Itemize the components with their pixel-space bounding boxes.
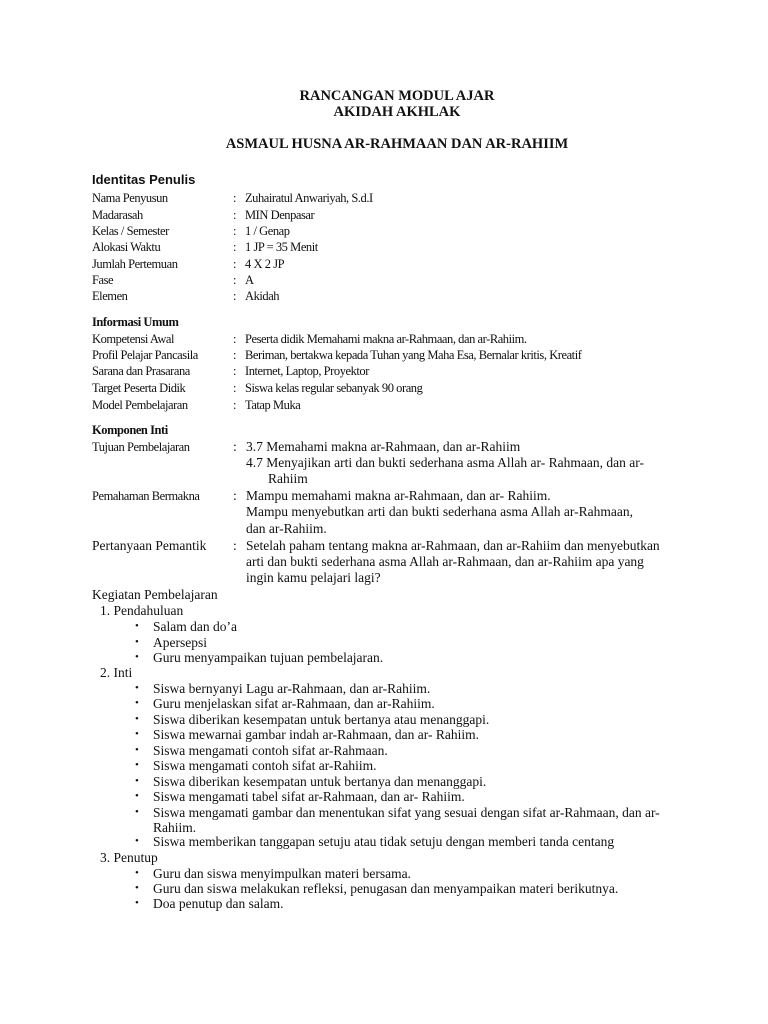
pemahaman-line: Mampu menyebutkan arti dan bukti sederhana asma Allah ar-Rahmaan,	[246, 504, 633, 519]
field-label: Target Peserta Didik	[92, 381, 186, 395]
field-value: Internet, Laptop, Proyektor	[245, 364, 369, 378]
bullet-icon: •	[135, 897, 139, 909]
list-item: Siswa mengamati gambar dan menentukan sifat yang sesuai dengan sifat ar-Rahmaan, dan ar-	[153, 805, 660, 820]
field-colon: :	[233, 381, 237, 395]
field-label: Tujuan Pembelajaran	[92, 440, 190, 454]
field-value: Zuhairatul Anwariyah, S.d.I	[245, 191, 373, 205]
bullet-icon: •	[135, 759, 139, 771]
list-item: Doa penutup dan salam.	[153, 896, 284, 911]
bullet-icon: •	[135, 867, 139, 879]
field-label: Elemen	[92, 289, 128, 303]
doc-title: RANCANGAN MODUL AJAR	[299, 88, 495, 104]
field-label: Madarasah	[92, 208, 143, 222]
bullet-icon: •	[135, 728, 139, 740]
bullet-icon: •	[135, 682, 139, 694]
pertanyaan-line: arti dan bukti sederhana asma Allah ar-Rahmaan, dan ar-Rahiim apa yang	[246, 554, 644, 569]
field-colon: :	[233, 224, 237, 238]
field-label: Kompetensi Awal	[92, 332, 175, 346]
field-value: A	[245, 273, 254, 287]
field-value: Peserta didik Memahami makna ar-Rahmaan, dan ar-Rahiim.	[245, 332, 527, 346]
bullet-icon: •	[135, 620, 139, 632]
list-item-continuation: Rahiim.	[153, 820, 197, 835]
bullet-icon: •	[135, 744, 139, 756]
pertanyaan-line: ingin kamu pelajari lagi?	[246, 570, 381, 585]
field-label: Kelas / Semester	[92, 224, 169, 238]
bullet-icon: •	[135, 882, 139, 894]
list-item: Salam dan do’a	[153, 619, 237, 634]
field-colon: :	[233, 538, 237, 553]
field-colon: :	[233, 439, 237, 454]
field-value: Akidah	[245, 289, 280, 303]
list-item: Siswa diberikan kesempatan untuk bertanya atau menanggapi.	[153, 712, 490, 727]
field-value: 1 JP = 35 Menit	[245, 240, 318, 254]
section-heading-informasi: Informasi Umum	[92, 315, 179, 329]
field-colon: :	[233, 488, 237, 503]
doc-subject: AKIDAH AKHLAK	[333, 104, 461, 120]
field-value: Siswa kelas regular sebanyak 90 orang	[245, 381, 423, 395]
field-label: Jumlah Pertemuan	[92, 257, 178, 271]
list-item: Guru dan siswa melakukan refleksi, penugasan dan menyampaikan materi berikutnya.	[153, 881, 619, 896]
field-colon: :	[233, 273, 237, 287]
list-item: Siswa bernyanyi Lagu ar-Rahmaan, dan ar-Rahiim.	[153, 681, 431, 696]
bullet-icon: •	[135, 636, 139, 648]
field-label: Nama Penyusun	[92, 191, 168, 205]
field-colon: :	[233, 348, 237, 362]
field-colon: :	[233, 398, 237, 412]
field-colon: :	[233, 191, 237, 205]
bullet-icon: •	[135, 651, 139, 663]
activity-section-title: 3. Penutup	[100, 850, 158, 865]
bullet-icon: •	[135, 697, 139, 709]
bullet-icon: •	[135, 790, 139, 802]
field-label: Pertanyaan Pemantik	[92, 538, 207, 553]
tujuan-line: 3.7 Memahami makna ar-Rahmaan, dan ar-Rahiim	[246, 439, 521, 454]
bullet-icon: •	[135, 775, 139, 787]
pertanyaan-line: Setelah paham tentang makna ar-Rahmaan, dan ar-Rahiim dan menyebutkan	[246, 538, 660, 553]
activity-section-title: 1. Pendahuluan	[100, 603, 184, 618]
section-heading-identitas: Identitas Penulis	[92, 172, 196, 187]
field-label: Profil Pelajar Pancasila	[92, 348, 198, 362]
field-value: MIN Denpasar	[245, 208, 315, 222]
list-item: Guru menyampaikan tujuan pembelajaran.	[153, 650, 384, 665]
field-value: 1 / Genap	[245, 224, 290, 238]
field-colon: :	[233, 364, 237, 378]
doc-topic: ASMAUL HUSNA AR-RAHMAAN DAN AR-RAHIIM	[225, 136, 569, 152]
field-colon: :	[233, 208, 237, 222]
list-item: Siswa mengamati tabel sifat ar-Rahmaan, dan ar- Rahiim.	[153, 789, 465, 804]
list-item: Apersepsi	[153, 635, 207, 650]
activity-section-title: 2. Inti	[100, 665, 133, 680]
pemahaman-line: Mampu memahami makna ar-Rahmaan, dan ar- Rahiim.	[246, 488, 551, 503]
section-heading-kegiatan: Kegiatan Pembelajaran	[92, 587, 218, 602]
field-label: Pemahaman Bermakna	[92, 489, 200, 503]
list-item: Siswa memberikan tanggapan setuju atau tidak setuju dengan memberi tanda centang	[153, 834, 615, 849]
bullet-icon: •	[135, 835, 139, 847]
list-item: Siswa mewarnai gambar indah ar-Rahmaan, dan ar- Rahiim.	[153, 727, 479, 742]
bullet-icon: •	[135, 713, 139, 725]
list-item: Siswa mengamati contoh sifat ar-Rahmaan.	[153, 743, 388, 758]
pemahaman-line: dan ar-Rahiim.	[246, 521, 327, 536]
field-label: Alokasi Waktu	[92, 240, 161, 254]
list-item: Guru menjelaskan sifat ar-Rahmaan, dan ar-Rahiim.	[153, 696, 435, 711]
field-colon: :	[233, 332, 237, 346]
section-heading-komponen: Komponen Inti	[92, 423, 168, 437]
field-label: Model Pembelajaran	[92, 398, 188, 412]
field-label: Sarana dan Prasarana	[92, 364, 190, 378]
list-item: Guru dan siswa menyimpulkan materi bersama.	[153, 866, 411, 881]
field-colon: :	[233, 289, 237, 303]
field-colon: :	[233, 240, 237, 254]
list-item: Siswa mengamati contoh sifat ar-Rahiim.	[153, 758, 377, 773]
field-label: Fase	[92, 273, 114, 287]
field-value: 4 X 2 JP	[245, 257, 285, 271]
tujuan-line: Rahiim	[268, 471, 308, 486]
tujuan-line: 4.7 Menyajikan arti dan bukti sederhana asma Allah ar- Rahmaan, dan ar-	[246, 455, 644, 470]
list-item: Siswa diberikan kesempatan untuk bertanya dan menanggapi.	[153, 774, 487, 789]
bullet-icon: •	[135, 806, 139, 818]
field-colon: :	[233, 257, 237, 271]
field-value: Tatap Muka	[245, 398, 301, 412]
field-value: Beriman, bertakwa kepada Tuhan yang Maha Esa, Bernalar kritis, Kreatif	[245, 348, 582, 362]
